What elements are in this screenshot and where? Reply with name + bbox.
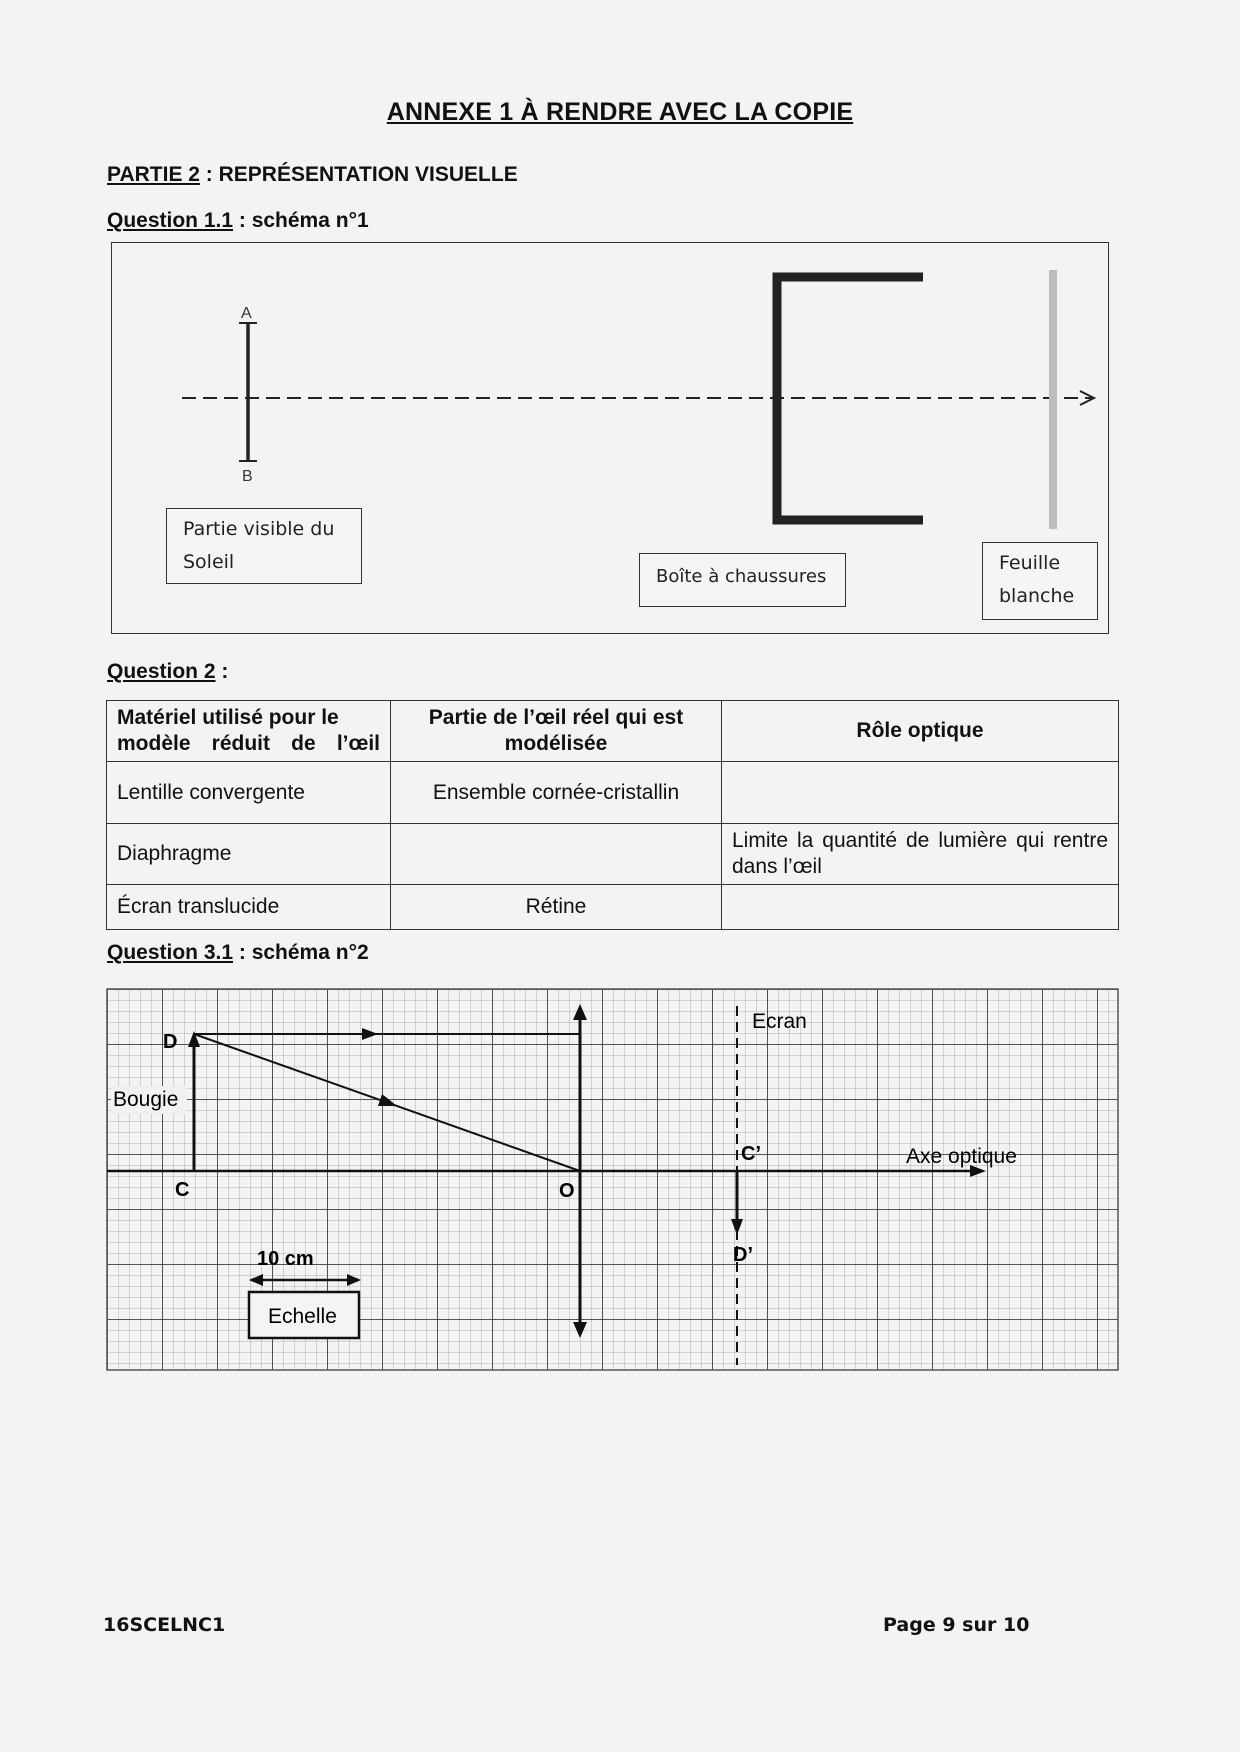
point-d-prime: D’ [733, 1244, 753, 1266]
table-header-material: Matériel utilisé pour le modèle réduit de l’œil [107, 701, 391, 762]
white-sheet-label-line1: Feuille [999, 552, 1061, 574]
sun-label-line2: Soleil [183, 551, 235, 573]
point-b: B [242, 468, 253, 485]
scale-label: Echelle [268, 1305, 337, 1328]
question-3-1-suffix: : schéma n°2 [233, 941, 369, 964]
question-2-suffix: : [215, 660, 229, 683]
table-cell: Ensemble cornée-cristallin [391, 762, 722, 824]
part-title: : REPRÉSENTATION VISUELLE [199, 163, 518, 186]
table-cell: Rétine [391, 885, 722, 930]
sun-label-line1: Partie visible du [183, 518, 335, 540]
table-cell: Limite la quantité de lumière qui rentre dans l’œil [722, 824, 1119, 885]
table-header-eye-part: Partie de l’œil réel qui est modélisée [391, 701, 722, 762]
part-label: PARTIE 2 [107, 163, 200, 186]
question-1-1-label: Question 1.1 [107, 209, 234, 232]
table-cell: Lentille convergente [107, 762, 391, 824]
question-2-label: Question 2 [107, 660, 216, 683]
shoe-box-label: Boîte à chaussures [656, 566, 827, 587]
question-3-1-label: Question 3.1 [107, 941, 234, 964]
candle-label: Bougie [113, 1088, 179, 1111]
point-d: D [163, 1031, 178, 1053]
page-number: Page 9 sur 10 [883, 1614, 1030, 1636]
scale-value: 10 cm [257, 1248, 314, 1270]
point-o: O [559, 1180, 575, 1202]
point-c: C [175, 1179, 190, 1201]
table-header-optical-role: Rôle optique [722, 701, 1119, 762]
white-sheet-label-line2: blanche [999, 585, 1075, 607]
page-title-text: ANNEXE 1 À RENDRE AVEC LA COPIE [386, 98, 854, 126]
table-cell: Diaphragme [107, 824, 391, 885]
table-cell: Écran translucide [107, 885, 391, 930]
axis-label: Axe optique [906, 1145, 1017, 1168]
point-a: A [241, 305, 252, 322]
point-c-prime: C’ [741, 1143, 761, 1165]
question-1-1-suffix: : schéma n°1 [233, 209, 369, 232]
screen-label: Ecran [752, 1010, 807, 1033]
document-code: 16SCELNC1 [103, 1614, 226, 1636]
